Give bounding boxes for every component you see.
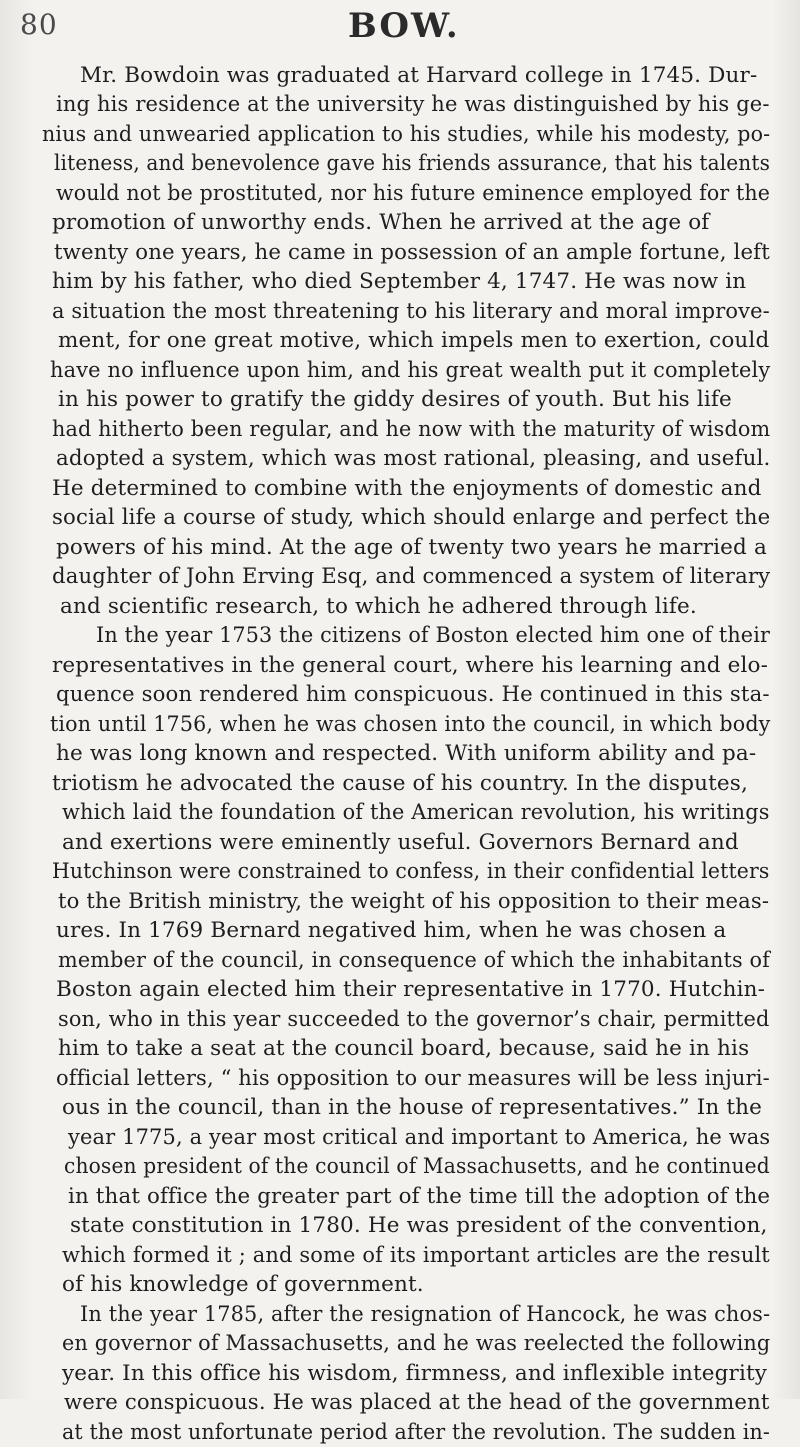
text-line: ing his residence at the university he was distinguished by his ge-: [56, 92, 770, 117]
text-line: daughter of John Erving Esq, and commenced a system of literary: [52, 564, 771, 589]
page-header: [0, 6, 800, 46]
text-line: and scientific research, to which he adhered through life.: [60, 594, 697, 619]
text-line: Boston again elected him their representative in 1770. Hutchin-: [56, 977, 766, 1002]
text-line: chosen president of the council of Massachusetts, and he continued: [64, 1154, 770, 1179]
running-head: BOW.: [348, 6, 460, 46]
text-line: a situation the most threatening to his literary and moral improve-: [52, 299, 770, 324]
text-line: year 1775, a year most critical and important to America, he was: [68, 1125, 771, 1150]
text-line: at the most unfortunate period after the revolution. The sudden in-: [62, 1420, 770, 1445]
text-line: powers of his mind. At the age of twenty two years he married a: [56, 535, 767, 560]
text-line: son, who in this year succeeded to the governor’s chair, permitted: [58, 1007, 770, 1032]
text-line: he was long known and respected. With uniform ability and pa-: [56, 741, 757, 766]
text-line: triotism he advocated the cause of his country. In the disputes,: [52, 771, 748, 796]
text-line: Mr. Bowdoin was graduated at Harvard college in 1745. Dur-: [80, 63, 758, 88]
text-line: which formed it ; and some of its important articles are the result: [62, 1243, 770, 1268]
text-line: him to take a seat at the council board, because, said he in his: [58, 1036, 750, 1061]
text-line: official letters, “ his opposition to our measures will be less injuri-: [56, 1066, 770, 1091]
text-line: in that office the greater part of the time till the adoption of the: [68, 1184, 771, 1209]
text-line: nius and unwearied application to his studies, while his modesty, po-: [42, 122, 771, 147]
text-line: which laid the foundation of the American revolution, his writings: [62, 800, 770, 825]
text-line: have no influence upon him, and his great wealth put it completely: [50, 358, 771, 383]
text-line: him by his father, who died September 4, 1747. He was now in: [52, 269, 747, 294]
text-line: In the year 1785, after the resignation of Hancock, he was chos-: [80, 1302, 771, 1327]
text-line: liteness, and benevolence gave his friends assurance, that his talents: [54, 151, 771, 176]
text-line: social life a course of study, which should enlarge and perfect the: [52, 505, 771, 530]
text-line: Hutchinson were constrained to confess, in their confidential letters: [52, 859, 770, 884]
text-line: state constitution in 1780. He was president of the convention,: [70, 1213, 768, 1238]
text-line: ment, for one great motive, which impels men to exertion, could: [58, 328, 770, 353]
text-line: were conspicuous. He was placed at the head of the government: [64, 1390, 770, 1415]
text-line: quence soon rendered him conspicuous. He continued in this sta-: [56, 682, 770, 707]
text-line: of his knowledge of government.: [62, 1272, 424, 1297]
text-line: had hitherto been regular, and he now with the maturity of wisdom: [52, 417, 771, 442]
text-line: ures. In 1769 Bernard negatived him, when he was chosen a: [56, 918, 727, 943]
text-line: would not be prostituted, nor his future eminence employed for the: [56, 181, 771, 206]
text-line: ous in the council, than in the house of representatives.” In the: [62, 1095, 762, 1120]
text-line: He determined to combine with the enjoyments of domestic and: [52, 476, 762, 501]
text-line: to the British ministry, the weight of his opposition to their meas-: [58, 889, 770, 914]
text-line: and exertions were eminently useful. Governors Bernard and: [62, 830, 739, 855]
text-line: In the year 1753 the citizens of Boston elected him one of their: [96, 623, 771, 648]
text-line: representatives in the general court, where his learning and elo-: [52, 653, 769, 678]
text-line: twenty one years, he came in possession of an ample fortune, left: [54, 240, 770, 265]
text-line: year. In this office his wisdom, firmness, and inflexible integrity: [62, 1361, 768, 1386]
text-line: member of the council, in consequence of which the inhabitants of: [58, 948, 771, 973]
page-number: 80: [20, 8, 58, 41]
text-line: tion until 1756, when he was chosen into the council, in which body: [50, 712, 771, 737]
text-line: in his power to gratify the giddy desires of youth. But his life: [58, 387, 732, 412]
text-line: promotion of unworthy ends. When he arrived at the age of: [52, 210, 710, 235]
text-line: adopted a system, which was most rational, pleasing, and useful.: [56, 446, 771, 471]
text-line: en governor of Massachusetts, and he was reelected the following: [62, 1331, 771, 1356]
